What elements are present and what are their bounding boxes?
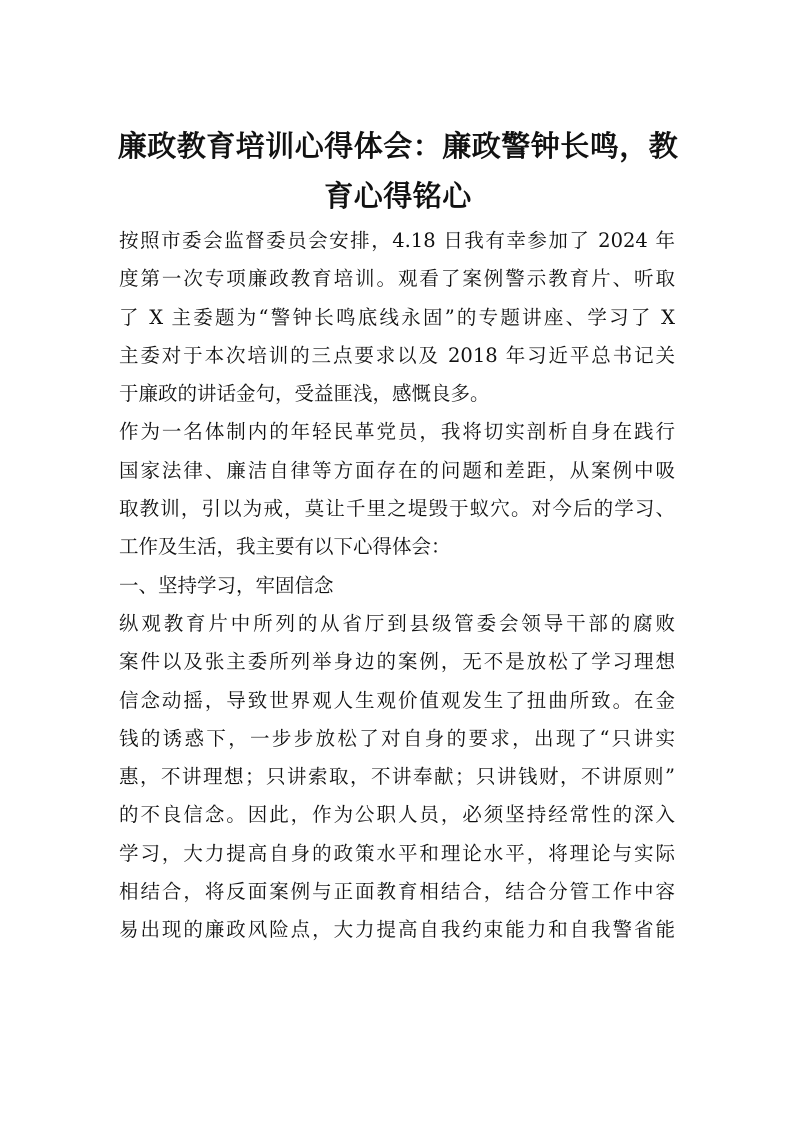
body-line: 国家法律、廉洁自律等方面存在的问题和差距，从案例中吸 (119, 458, 675, 482)
body-line: 惠，不讲理想；只讲索取，不讲奉献；只讲钱财，不讲原则” (119, 765, 675, 789)
body-line: 钱的诱惑下，一步步放松了对自身的要求，出现了“只讲实 (119, 726, 675, 750)
section-heading: 一、坚持学习，牢固信念 (119, 573, 334, 597)
body-line: 的不良信念。因此，作为公职人员，必须坚持经常性的深入 (119, 803, 675, 827)
body-line: 学习，大力提高自身的政策水平和理论水平，将理论与实际 (119, 841, 675, 865)
body-line: 了 X 主委题为“警钟长鸣底线永固”的专题讲座、学习了 X (119, 305, 675, 329)
body-line: 度第一次专项廉政教育培训。观看了案例警示教育片、听取 (119, 267, 675, 291)
body-line: 按照市委会监督委员会安排，4.18 日我有幸参加了 2024 年 (119, 229, 675, 252)
body-line: 案件以及张主委所列举身边的案例，无不是放松了学习理想 (119, 650, 675, 674)
body-line: 易出现的廉政风险点，大力提高自我约束能力和自我警省能 (119, 918, 675, 942)
title-line: 廉政教育培训心得体会：廉政警钟长鸣，教 (117, 129, 679, 163)
body-line: 取教训，引以为戒，莫让千里之堤毁于蚁穴。对今后的学习、 (119, 497, 675, 521)
title-line: 育心得铭心 (324, 179, 472, 213)
body-line: 主委对于本次培训的三点要求以及 2018 年习近平总书记关 (119, 343, 675, 367)
body-line: 工作及生活，我主要有以下心得体会： (119, 535, 451, 559)
body-line: 作为一名体制内的年轻民革党员，我将切实剖析自身在践行 (119, 420, 675, 444)
body-line: 相结合，将反面案例与正面教育相结合，结合分管工作中容 (119, 880, 675, 904)
body-line: 于廉政的讲话金句，受益匪浅，感慨良多。 (119, 382, 490, 406)
body-line: 纵观教育片中所列的从省厅到县级管委会领导干部的腐败 (119, 611, 675, 635)
document-body (119, 222, 675, 950)
document-title (112, 121, 684, 221)
body-line: 信念动摇，导致世界观人生观价值观发生了扭曲所致。在金 (119, 688, 675, 712)
